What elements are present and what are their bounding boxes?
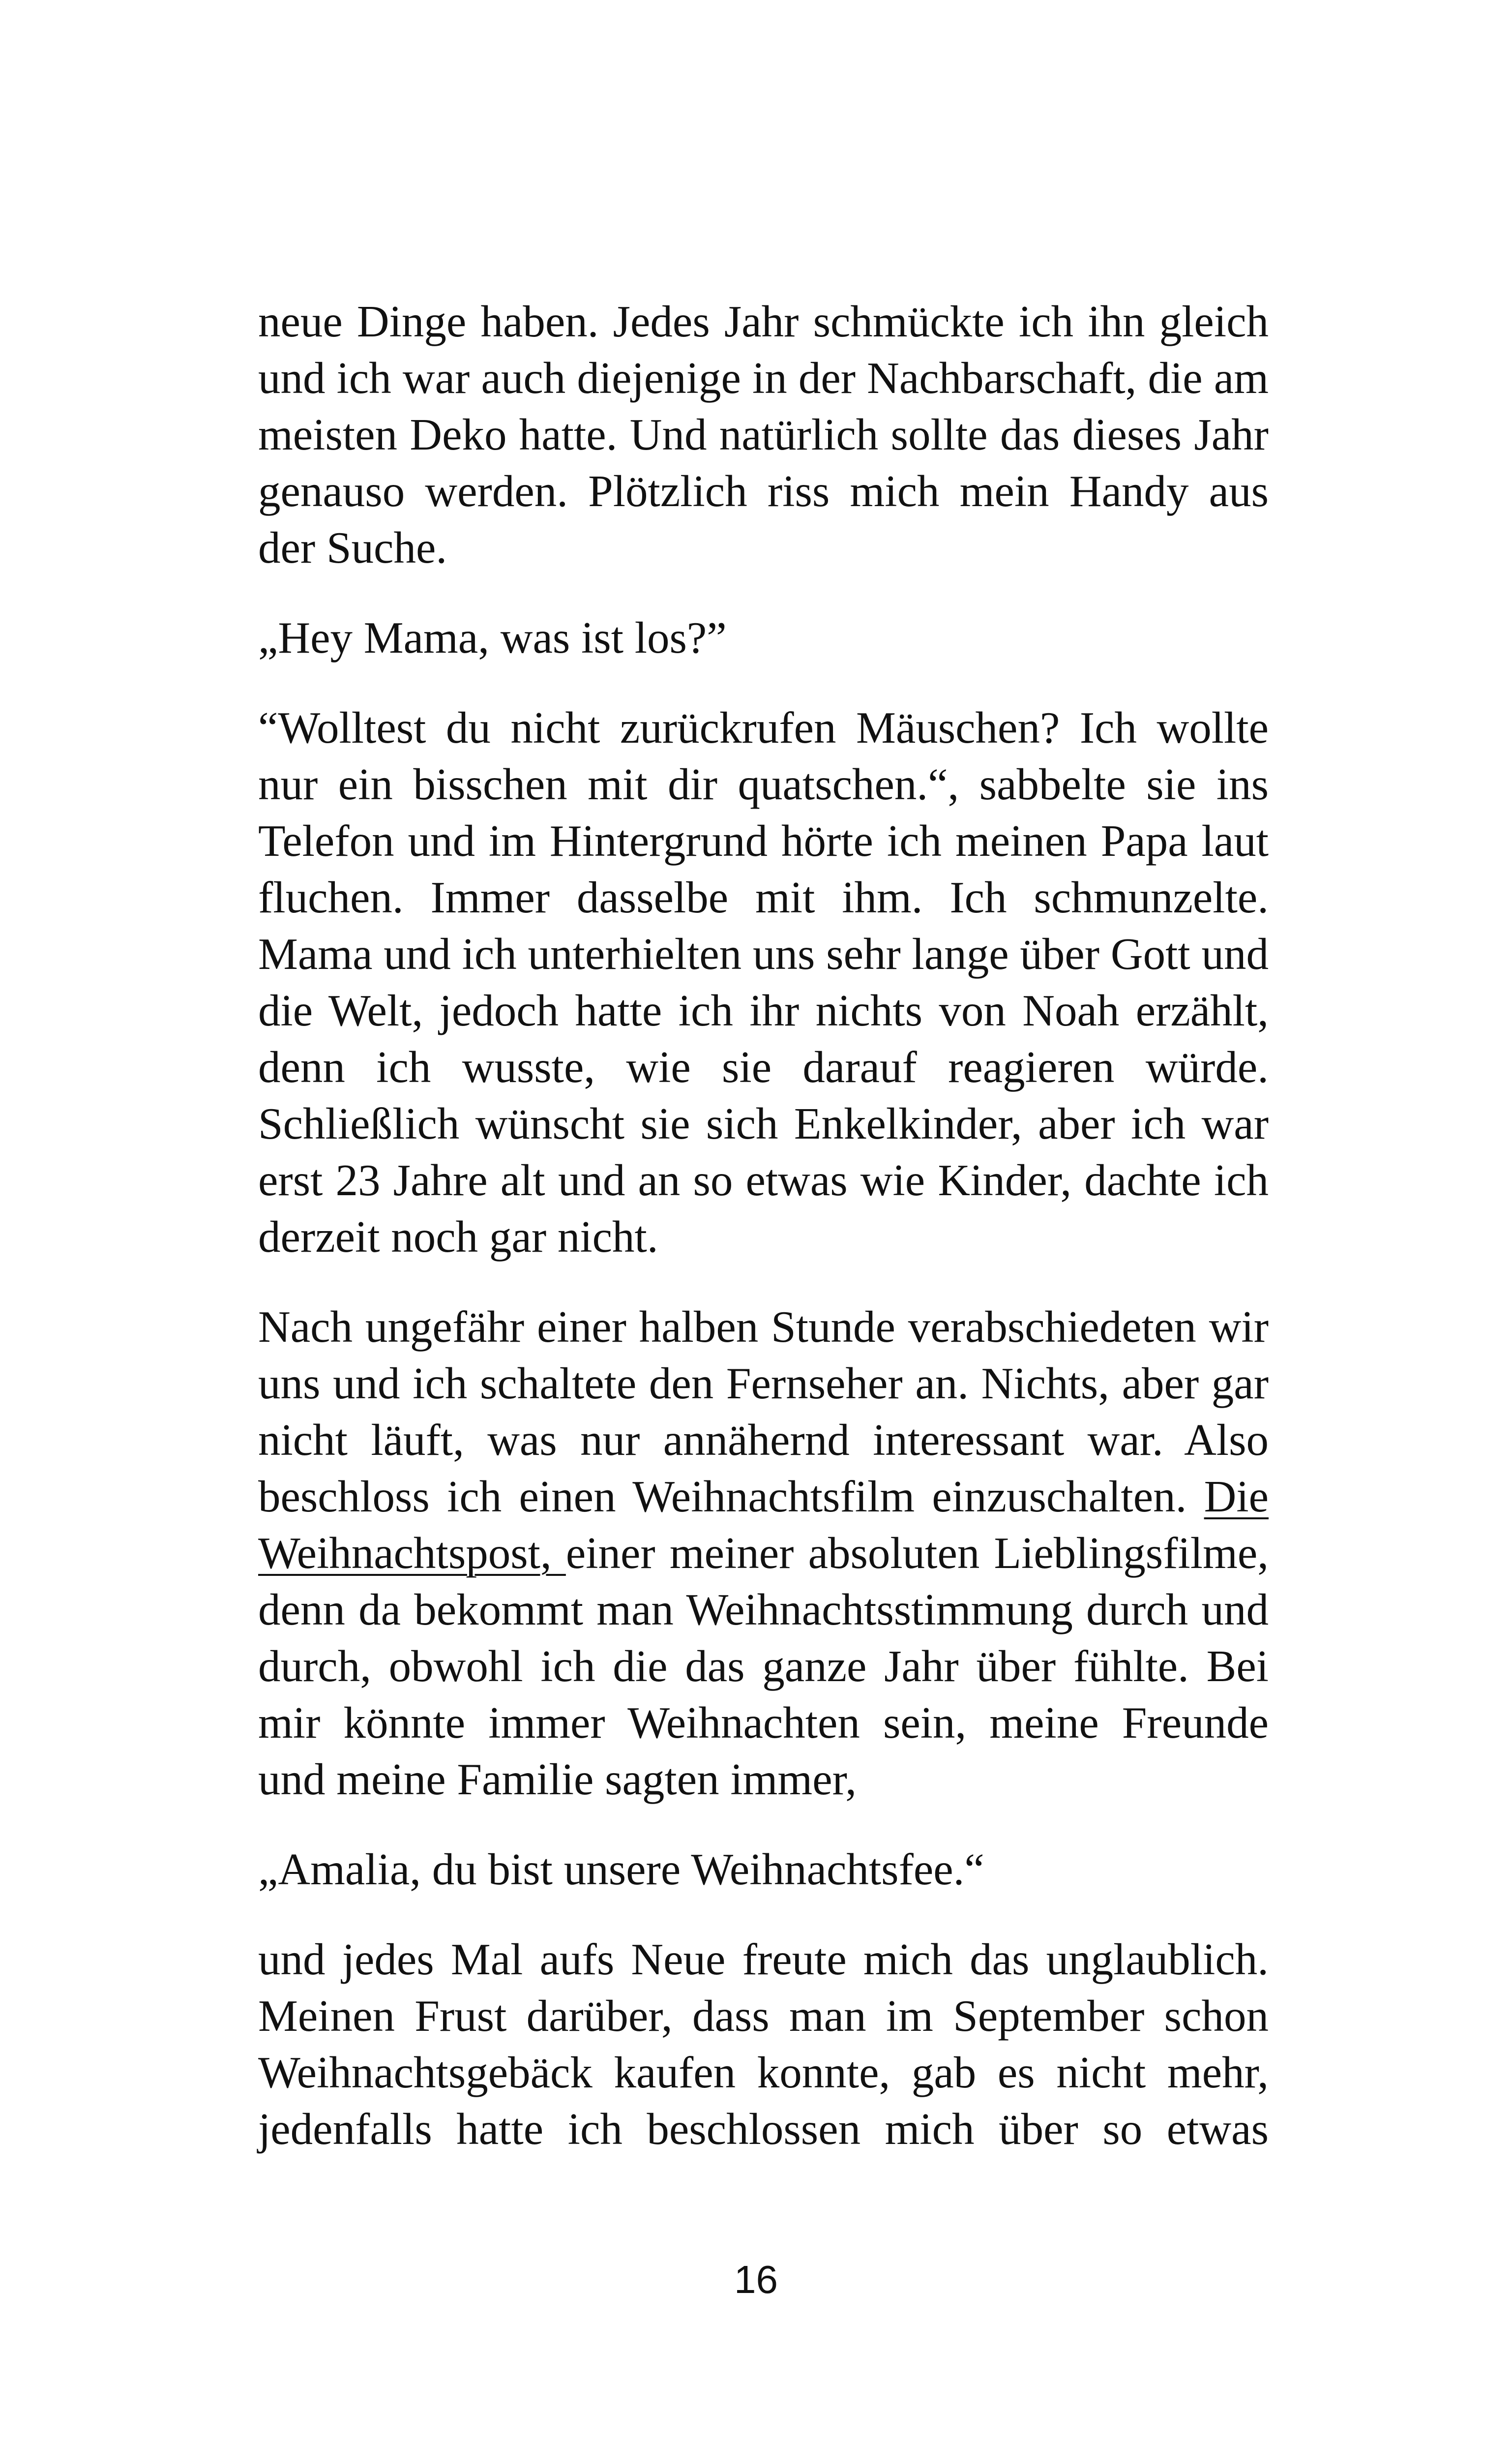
text-line: genauso werden. Plötzlich riss mich mein Handy aus [258,466,1269,516]
page-number: 16 [734,2258,778,2301]
text-line: neue Dinge haben. Jedes Jahr schmückte ich ihn gleich [258,297,1269,346]
text-line: und ich war auch diejenige in der Nachbarschaft, die am [258,353,1269,403]
text-line: die Welt, jedoch hatte ich ihr nichts von Noah erzählt, [258,986,1269,1035]
text-line: denn da bekommt man Weihnachtsstimmung durch und [258,1585,1269,1634]
film-title-underlined: Weihnachtspost, [258,1528,566,1578]
text-line: „Amalia, du bist unsere Weihnachtsfee.“ [258,1844,984,1894]
body-text [258,293,1269,2191]
text-line: denn ich wusste, wie sie darauf reagieren würde. [258,1042,1269,1092]
text-line: erst 23 Jahre alt und an so etwas wie Kinder, dachte ich [258,1155,1269,1205]
text-line: Nach ungefähr einer halben Stunde verabschiedeten wir [258,1302,1269,1352]
text-line: uns und ich schaltete den Fernseher an. Nichts, aber gar [258,1358,1269,1408]
text-line-with-link [258,1525,1269,1581]
text-line: durch, obwohl ich die das ganze Jahr über fühlte. Bei [258,1641,1269,1691]
text-line: “Wolltest du nicht zurückrufen Mäuschen? Ich wollte [258,703,1269,753]
text-line: Mama und ich unterhielten uns sehr lange über Gott und [258,929,1269,979]
text-line: fluchen. Immer dasselbe mit ihm. Ich schmunzelte. [258,873,1269,922]
text-line: Meinen Frust darüber, dass man im September schon [258,1991,1269,2041]
text-line: nur ein bisschen mit dir quatschen.“, sabbelte sie ins [258,759,1269,809]
text-line: Schließlich wünscht sie sich Enkelkinder, aber ich war [258,1099,1269,1148]
text-line: und meine Familie sagten immer, [258,1754,857,1804]
paragraph-2 [258,609,1269,666]
paragraph-6 [258,1931,1269,2157]
text-line: meisten Deko hatte. Und natürlich sollte das dieses Jahr [258,410,1269,459]
paragraph-5 [258,1841,1269,1898]
text-line: „Hey Mama, was ist los?” [258,613,727,663]
paragraph-4 [258,1298,1269,1808]
text-line: jedenfalls hatte ich beschlossen mich über so etwas [258,2104,1269,2154]
film-title-underlined: Die [1204,1472,1269,1521]
text-line: derzeit noch gar nicht. [258,1212,658,1262]
text-fragment: einer meiner absoluten Lieblingsfilme, [565,1528,1269,1578]
text-line: der Suche. [258,523,447,573]
paragraph-3 [258,699,1269,1265]
text-line: nicht läuft, was nur annähernd interessant war. Also [258,1415,1269,1465]
text-line: Weihnachtsgebäck kaufen konnte, gab es nicht mehr, [258,2048,1269,2097]
text-line: Telefon und im Hintergrund hörte ich meinen Papa laut [258,816,1269,866]
text-fragment: beschloss ich einen Weihnachtsfilm einzuschalten. [258,1472,1204,1521]
text-line: mir könnte immer Weihnachten sein, meine Freunde [258,1698,1269,1748]
paragraph-1 [258,293,1269,576]
text-line-with-link [258,1468,1269,1525]
text-line: und jedes Mal aufs Neue freute mich das unglaublich. [258,1934,1269,1984]
